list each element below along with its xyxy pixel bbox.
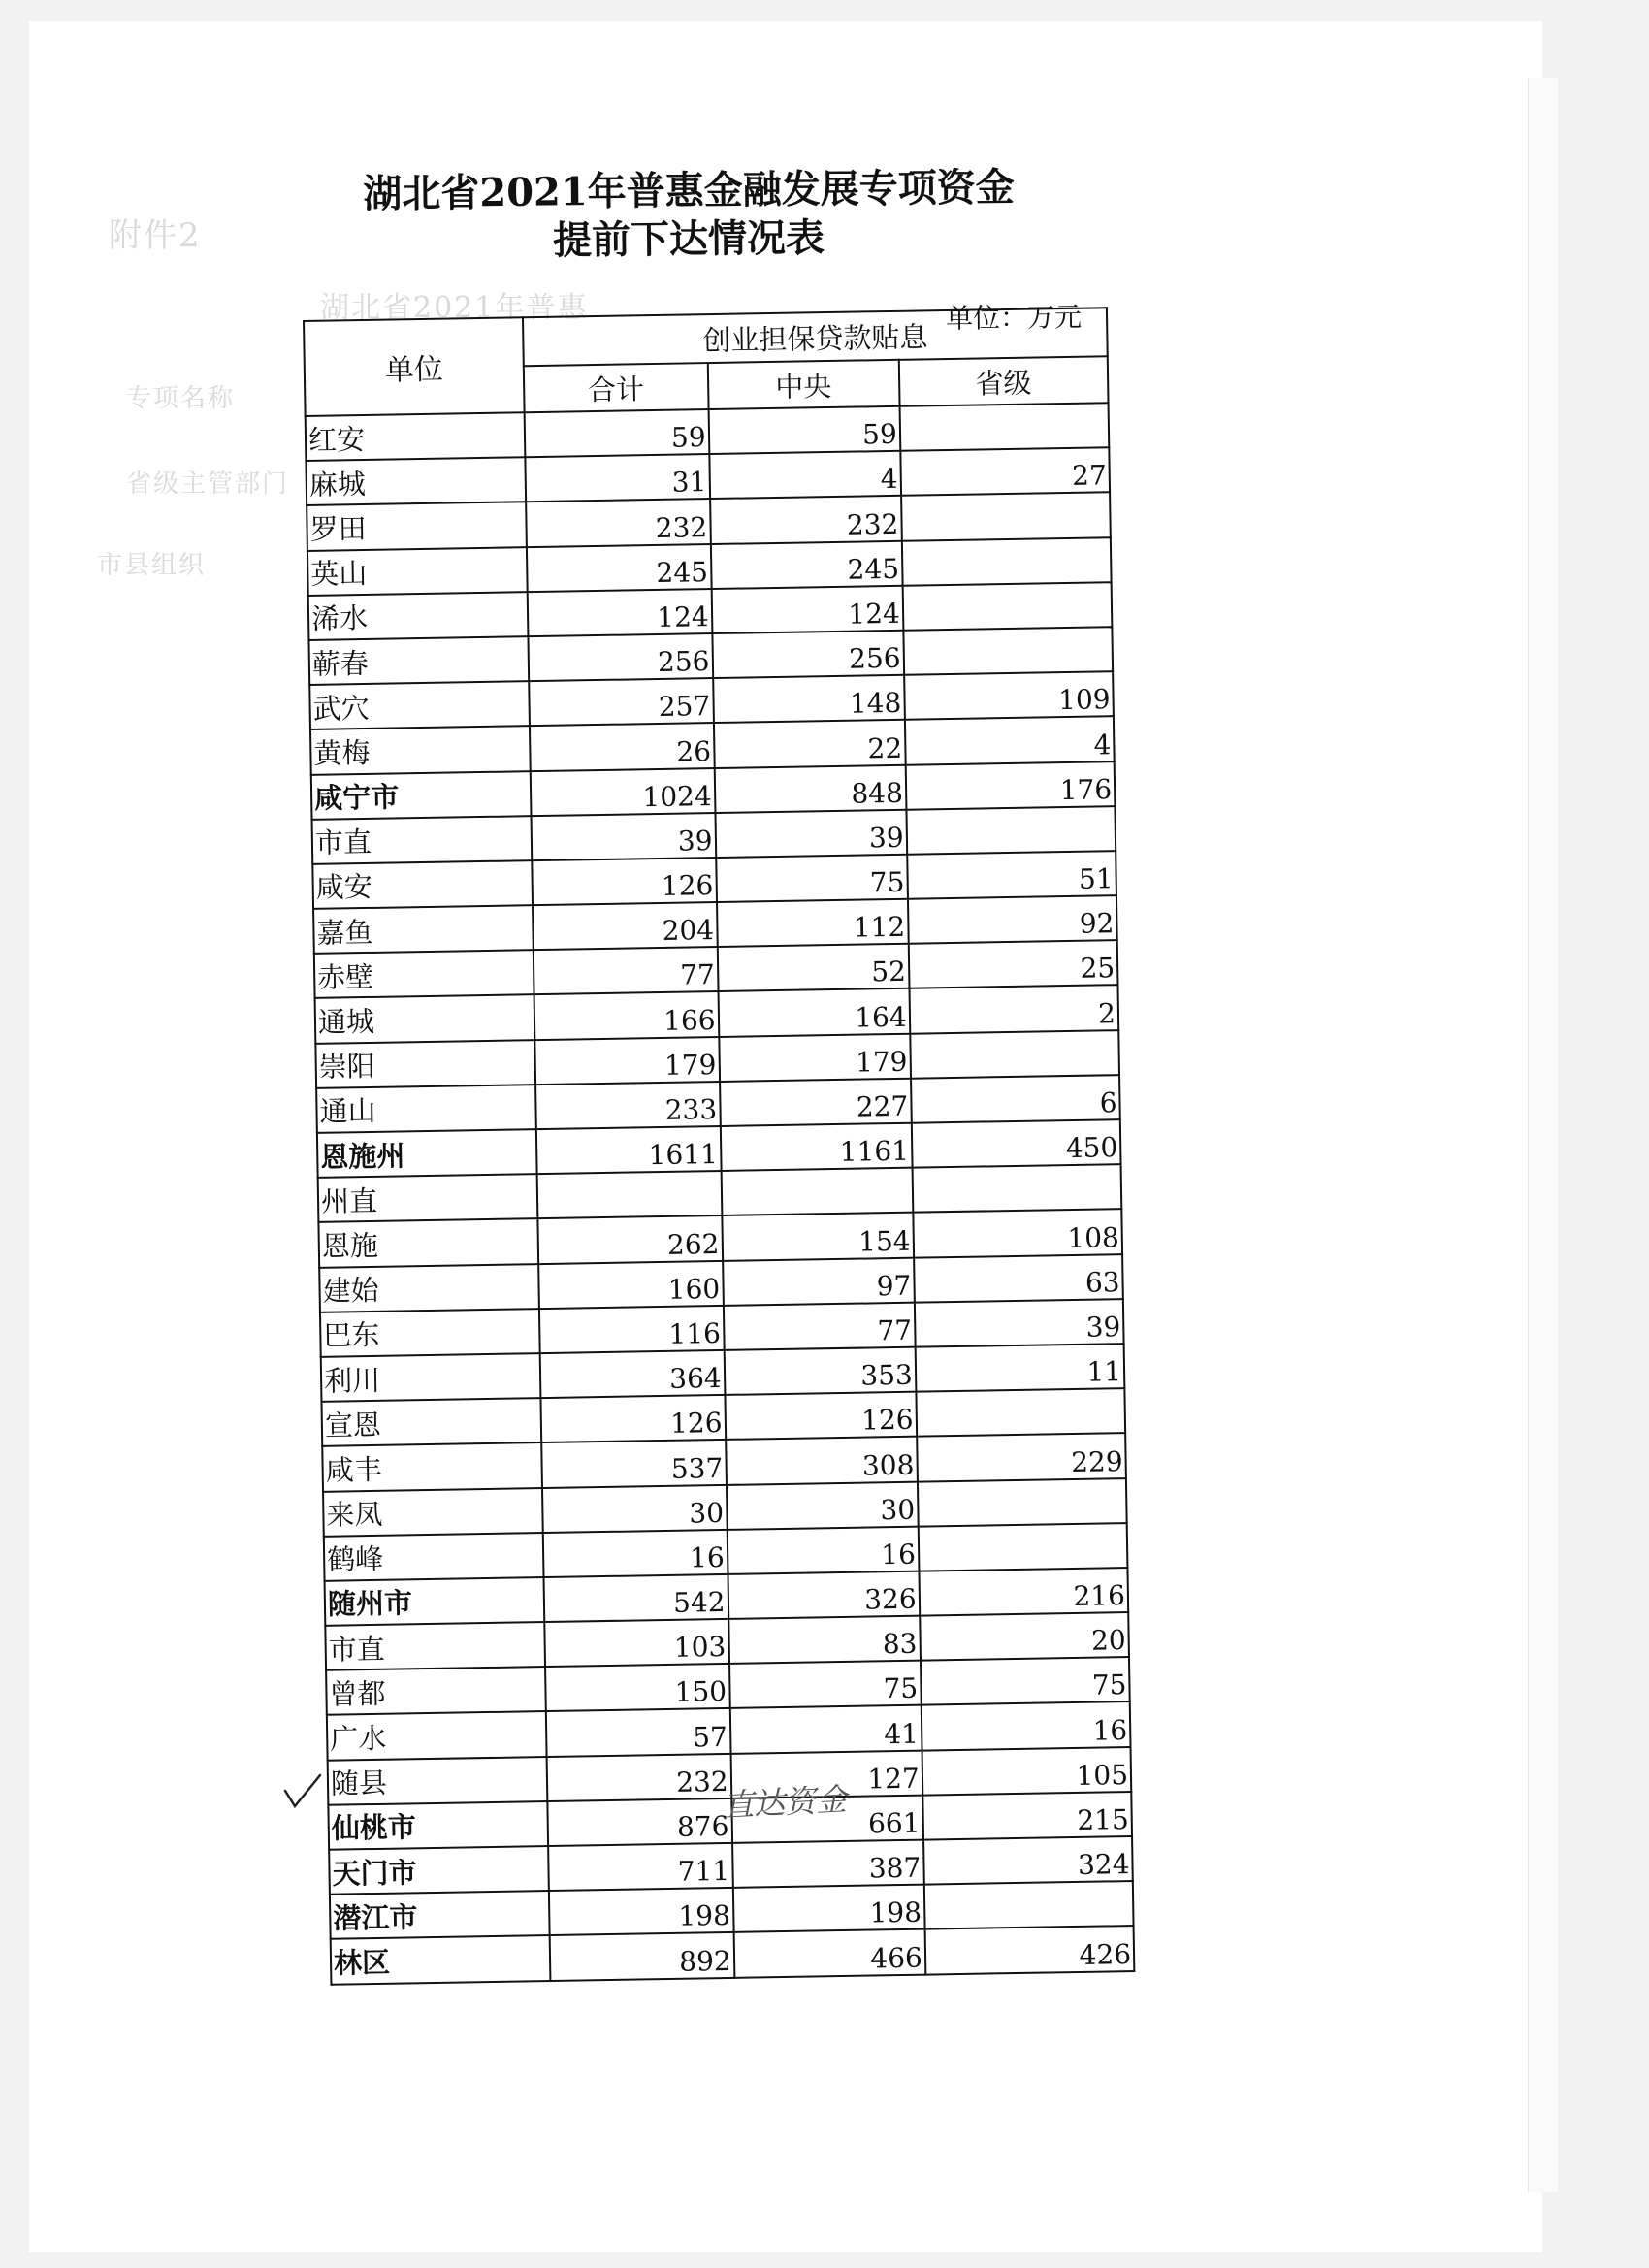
- cell-total: 126: [532, 858, 716, 905]
- cell-central: 4: [709, 451, 901, 499]
- row-name: 仙桃市: [328, 1801, 548, 1850]
- row-name: 随州市: [325, 1577, 545, 1626]
- row-name: 嘉鱼: [313, 905, 534, 954]
- cell-provincial: 92: [908, 895, 1117, 944]
- ghost-subtitle: 湖北省2021年普惠: [320, 291, 589, 325]
- cell-central: 198: [732, 1885, 924, 1932]
- cell-central: 148: [713, 675, 905, 723]
- cell-total: 59: [525, 409, 709, 457]
- cell-provincial: 324: [923, 1836, 1133, 1885]
- cell-total: 233: [535, 1082, 720, 1129]
- cell-central: 245: [710, 540, 902, 588]
- row-name: 浠水: [308, 592, 529, 640]
- header-unit: 单位: [304, 317, 525, 416]
- cell-central: 232: [710, 496, 902, 543]
- cell-total: 160: [538, 1261, 723, 1309]
- cell-total: 16: [543, 1530, 728, 1577]
- row-name: 崇阳: [315, 1040, 535, 1088]
- cell-provincial: 25: [908, 940, 1117, 988]
- row-name: 黄梅: [310, 726, 531, 774]
- row-name: 武穴: [309, 681, 530, 729]
- cell-total: 542: [543, 1574, 728, 1622]
- cell-central: 326: [728, 1571, 920, 1619]
- row-name: 曾都: [326, 1667, 546, 1715]
- cell-central: 154: [722, 1213, 914, 1260]
- cell-provincial: [901, 493, 1111, 541]
- cell-total: 364: [540, 1350, 725, 1398]
- cell-provincial: [902, 582, 1112, 631]
- cell-total: 1024: [531, 768, 715, 816]
- cell-total: 124: [528, 589, 712, 636]
- row-name: 潜江市: [330, 1891, 550, 1939]
- cell-total: 198: [549, 1888, 733, 1935]
- cell-provincial: [918, 1478, 1127, 1527]
- cell-central: 124: [711, 586, 903, 633]
- cell-provincial: 229: [917, 1433, 1126, 1481]
- cell-provincial: 75: [921, 1657, 1130, 1705]
- cell-total: 179: [534, 1037, 719, 1085]
- row-name: 州直: [318, 1174, 538, 1222]
- cell-central: 466: [733, 1929, 925, 1977]
- row-name: 红安: [306, 412, 526, 461]
- allocation-table: [303, 307, 1135, 1985]
- header-group: 创业担保贷款贴息: [523, 308, 1108, 366]
- document-title-line1: 湖北省2021年普惠金融发展专项资金: [363, 164, 1015, 217]
- cell-provincial: 11: [915, 1344, 1124, 1392]
- cell-central: [721, 1168, 913, 1215]
- cell-central: 97: [723, 1257, 915, 1305]
- ghost-cell-3: 市县组织: [97, 551, 207, 580]
- cell-provincial: [903, 627, 1113, 675]
- row-name: 市直: [325, 1622, 545, 1670]
- cell-total: 876: [547, 1798, 731, 1846]
- cell-total: 166: [534, 991, 718, 1039]
- cell-provincial: 63: [914, 1254, 1123, 1303]
- cell-provincial: 2: [909, 986, 1118, 1034]
- cell-central: 256: [712, 631, 904, 678]
- underlying-sheet-edge: [1528, 78, 1558, 2192]
- row-name: 英山: [307, 547, 528, 596]
- allocation-table-wrapper: [303, 307, 1137, 2057]
- cell-total: 150: [545, 1664, 729, 1711]
- cell-central: 848: [714, 764, 906, 812]
- cell-provincial: 176: [905, 761, 1115, 810]
- row-name: 广水: [327, 1711, 547, 1760]
- cell-central: 30: [727, 1481, 919, 1529]
- cell-provincial: [902, 537, 1112, 586]
- cell-central: 83: [728, 1616, 921, 1664]
- cell-total: 256: [528, 633, 712, 681]
- cell-central: 77: [723, 1302, 915, 1349]
- cell-total: 30: [542, 1484, 727, 1532]
- document-title-line2: 提前下达情况表: [552, 214, 825, 264]
- cell-provincial: 4: [905, 717, 1115, 765]
- cell-central: 112: [717, 899, 909, 947]
- cell-total: 126: [540, 1395, 725, 1442]
- ghost-cell-1: 专项名称: [126, 384, 236, 413]
- row-name: 罗田: [307, 502, 527, 551]
- cell-total: 892: [550, 1932, 734, 1980]
- cell-provincial: [912, 1164, 1121, 1213]
- ghost-cell-2: 省级主管部门: [126, 470, 290, 499]
- row-name: 随县: [328, 1757, 548, 1805]
- row-name: 宣恩: [321, 1398, 541, 1446]
- row-name: 恩施州: [317, 1129, 537, 1178]
- cell-provincial: [916, 1388, 1125, 1437]
- cell-total: 537: [541, 1440, 726, 1487]
- row-name: 通山: [316, 1085, 536, 1133]
- cell-central: 39: [715, 809, 907, 857]
- cell-total: 204: [533, 902, 717, 950]
- ghost-attachment-label: 附件2: [109, 216, 202, 255]
- row-name: 咸丰: [322, 1442, 542, 1491]
- cell-central: 75: [716, 855, 908, 902]
- cell-provincial: 108: [913, 1210, 1122, 1258]
- cell-central: 164: [718, 988, 910, 1036]
- row-name: 利川: [321, 1353, 541, 1402]
- row-name: 鹤峰: [324, 1533, 544, 1581]
- row-name: 市直: [312, 816, 533, 864]
- row-name: 天门市: [329, 1846, 549, 1895]
- row-name: 来凤: [323, 1488, 543, 1537]
- cell-central: 308: [726, 1437, 918, 1484]
- cell-total: 116: [539, 1306, 724, 1353]
- cell-total: 257: [529, 678, 713, 726]
- cell-total: 26: [530, 723, 714, 770]
- cell-provincial: [906, 806, 1116, 855]
- row-name: 蕲春: [308, 636, 529, 685]
- header-total: 合计: [524, 363, 708, 412]
- cell-total: [537, 1171, 722, 1218]
- cell-central: 16: [727, 1526, 919, 1573]
- cell-total: 39: [531, 813, 715, 860]
- cell-central: 127: [730, 1750, 922, 1798]
- checkmark-icon: [283, 1773, 322, 1812]
- row-name: 恩施: [318, 1218, 538, 1267]
- cell-provincial: 450: [912, 1119, 1121, 1168]
- table-body: [306, 403, 1135, 1984]
- row-name: 建始: [319, 1264, 539, 1312]
- cell-provincial: 109: [904, 671, 1114, 720]
- cell-central: 22: [714, 720, 906, 767]
- cell-provincial: 27: [900, 447, 1110, 496]
- unit-label: 单位：万元: [945, 301, 1083, 335]
- row-name: 林区: [331, 1935, 551, 1984]
- row-name: 咸宁市: [311, 771, 532, 820]
- cell-total: 262: [537, 1215, 722, 1263]
- cell-central: 227: [720, 1079, 912, 1126]
- cell-central: 661: [731, 1795, 923, 1842]
- cell-central: 387: [732, 1840, 924, 1888]
- cell-provincial: 6: [911, 1075, 1120, 1123]
- cell-total: 1611: [536, 1126, 721, 1174]
- row-name: 通城: [315, 995, 535, 1044]
- cell-central: 41: [729, 1705, 922, 1753]
- cell-total: 103: [544, 1619, 728, 1667]
- handwritten-note: 直达资金: [722, 1780, 849, 1825]
- cell-total: 57: [546, 1708, 730, 1756]
- cell-provincial: 105: [922, 1747, 1131, 1796]
- cell-provincial: [918, 1523, 1127, 1571]
- cell-provincial: [910, 1030, 1119, 1079]
- row-name: 麻城: [306, 457, 526, 505]
- cell-central: 1161: [720, 1123, 912, 1171]
- cell-central: 52: [717, 944, 909, 991]
- cell-provincial: 39: [915, 1299, 1124, 1347]
- cell-central: 353: [724, 1347, 916, 1395]
- row-name: 巴东: [320, 1309, 540, 1357]
- cell-total: 77: [534, 947, 718, 994]
- cell-total: 232: [546, 1754, 730, 1801]
- cell-provincial: 216: [919, 1568, 1128, 1616]
- cell-total: 245: [527, 544, 711, 592]
- cell-provincial: [924, 1881, 1134, 1929]
- cell-total: 31: [525, 454, 709, 502]
- cell-provincial: 51: [907, 851, 1116, 899]
- cell-total: 232: [526, 499, 710, 546]
- cell-central: 75: [729, 1661, 922, 1708]
- row-name: 赤壁: [314, 950, 534, 998]
- header-central: 中央: [707, 360, 899, 409]
- cell-provincial: [899, 403, 1109, 451]
- cell-total: 711: [548, 1843, 732, 1891]
- cell-provincial: 16: [921, 1701, 1130, 1750]
- cell-provincial: 426: [924, 1926, 1134, 1974]
- cell-central: 59: [708, 406, 900, 454]
- cell-central: 126: [725, 1392, 917, 1440]
- header-provincial: 省级: [898, 356, 1108, 406]
- row-name: 咸安: [312, 860, 533, 909]
- cell-provincial: 20: [920, 1612, 1129, 1661]
- cell-provincial: 215: [922, 1792, 1132, 1840]
- cell-central: 179: [719, 1033, 911, 1081]
